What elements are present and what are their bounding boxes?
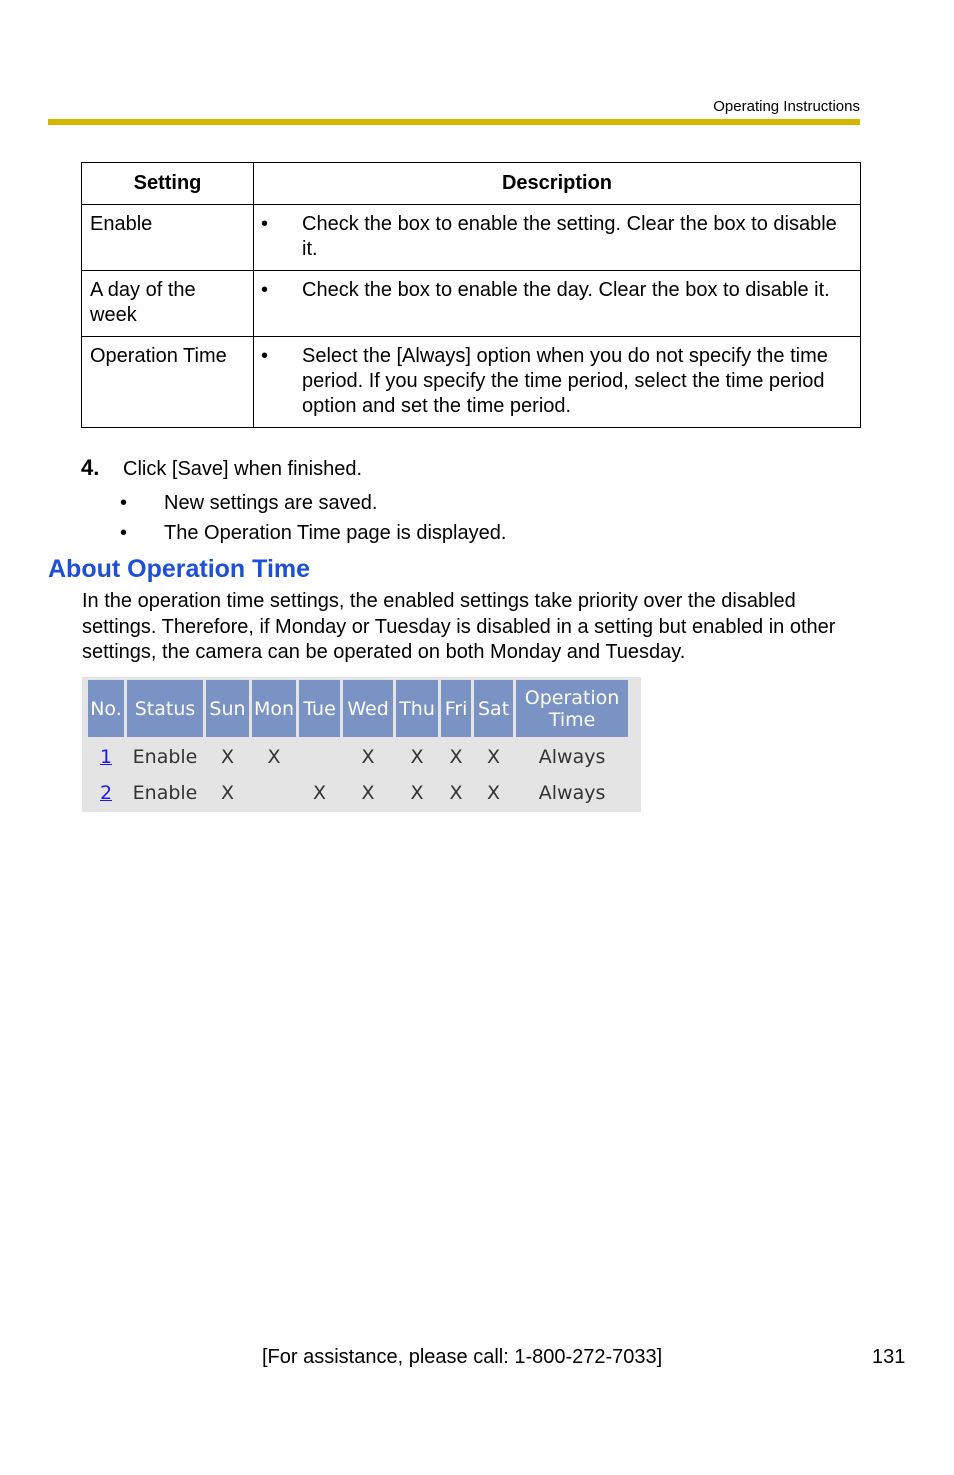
sat-cell: X [474,776,513,809]
operation-time-screenshot [82,677,641,812]
mon-cell: X [252,740,296,773]
wed-cell: X [343,776,393,809]
column-header-thu: Thu [396,680,438,737]
step-results-list [120,488,506,548]
setting-description: Check the box to enable the setting. Clear the box to disable it. [302,213,837,260]
mon-cell [252,776,296,809]
status-cell: Enable [127,776,203,809]
setting-description-cell [254,205,861,271]
column-header-sun: Sun [206,680,249,737]
status-cell: Enable [127,740,203,773]
operation-time-table [85,677,631,812]
bullet: • [120,492,128,514]
setting-name: Enable [82,205,254,271]
step-4 [81,455,362,482]
column-header-operation-time: Operation Time [516,680,628,737]
setting-description-cell [254,271,861,337]
table-row [82,271,861,337]
sun-cell: X [206,776,249,809]
list-item-text: New settings are saved. [164,492,378,514]
step-text: Click [Save] when finished. [123,458,363,480]
entry-number-link[interactable]: 2 [88,776,124,809]
column-header-mon: Mon [252,680,296,737]
header-rule [48,119,860,125]
list-item-text: The Operation Time page is displayed. [164,522,507,544]
setting-description-cell [254,337,861,428]
entry-number-link[interactable]: 1 [88,740,124,773]
column-header-fri: Fri [441,680,471,737]
column-header-wed: Wed [343,680,393,737]
setting-description: Check the box to enable the day. Clear the box to disable it. [302,279,830,301]
table-header-row [82,163,861,205]
settings-table [81,162,861,428]
table-row [82,205,861,271]
time-cell: Always [516,776,628,809]
column-header-tue: Tue [299,680,340,737]
bullet: • [261,279,269,301]
table-row [82,337,861,428]
tue-cell: X [299,776,340,809]
table-header-row [88,680,628,737]
table-row [88,740,628,773]
setting-description: Select the [Always] option when you do not specify the time period. If you specify the time period, select the time period option and set the time period. [302,345,828,417]
bullet: • [120,522,128,544]
column-header-description: Description [254,163,861,205]
column-header-no: No. [88,680,124,737]
column-header-sat: Sat [474,680,513,737]
sat-cell: X [474,740,513,773]
tue-cell [299,740,340,773]
time-cell: Always [516,740,628,773]
assistance-footer: [For assistance, please call: 1-800-272-7033] [262,1346,663,1368]
list-item [120,518,506,548]
section-paragraph: In the operation time settings, the enabled settings take priority over the disabled settings. Therefore, if Monday or Tuesday is disabled in a setting but enabled in other settings, the camera can be operated on both Monday and Tuesday. [82,590,836,663]
page-number: 131 [872,1346,906,1368]
section-heading: About Operation Time [48,555,311,583]
table-row [88,776,628,809]
bullet: • [261,213,269,235]
column-header-setting: Setting [82,163,254,205]
bullet: • [261,345,269,367]
column-header-status: Status [127,680,203,737]
fri-cell: X [441,776,471,809]
fri-cell: X [441,740,471,773]
step-number: 4. [81,455,100,480]
setting-name: Operation Time [82,337,254,428]
sun-cell: X [206,740,249,773]
running-header: Operating Instructions [713,98,860,115]
list-item [120,488,506,518]
wed-cell: X [343,740,393,773]
setting-name: A day of the week [82,271,254,337]
thu-cell: X [396,740,438,773]
thu-cell: X [396,776,438,809]
